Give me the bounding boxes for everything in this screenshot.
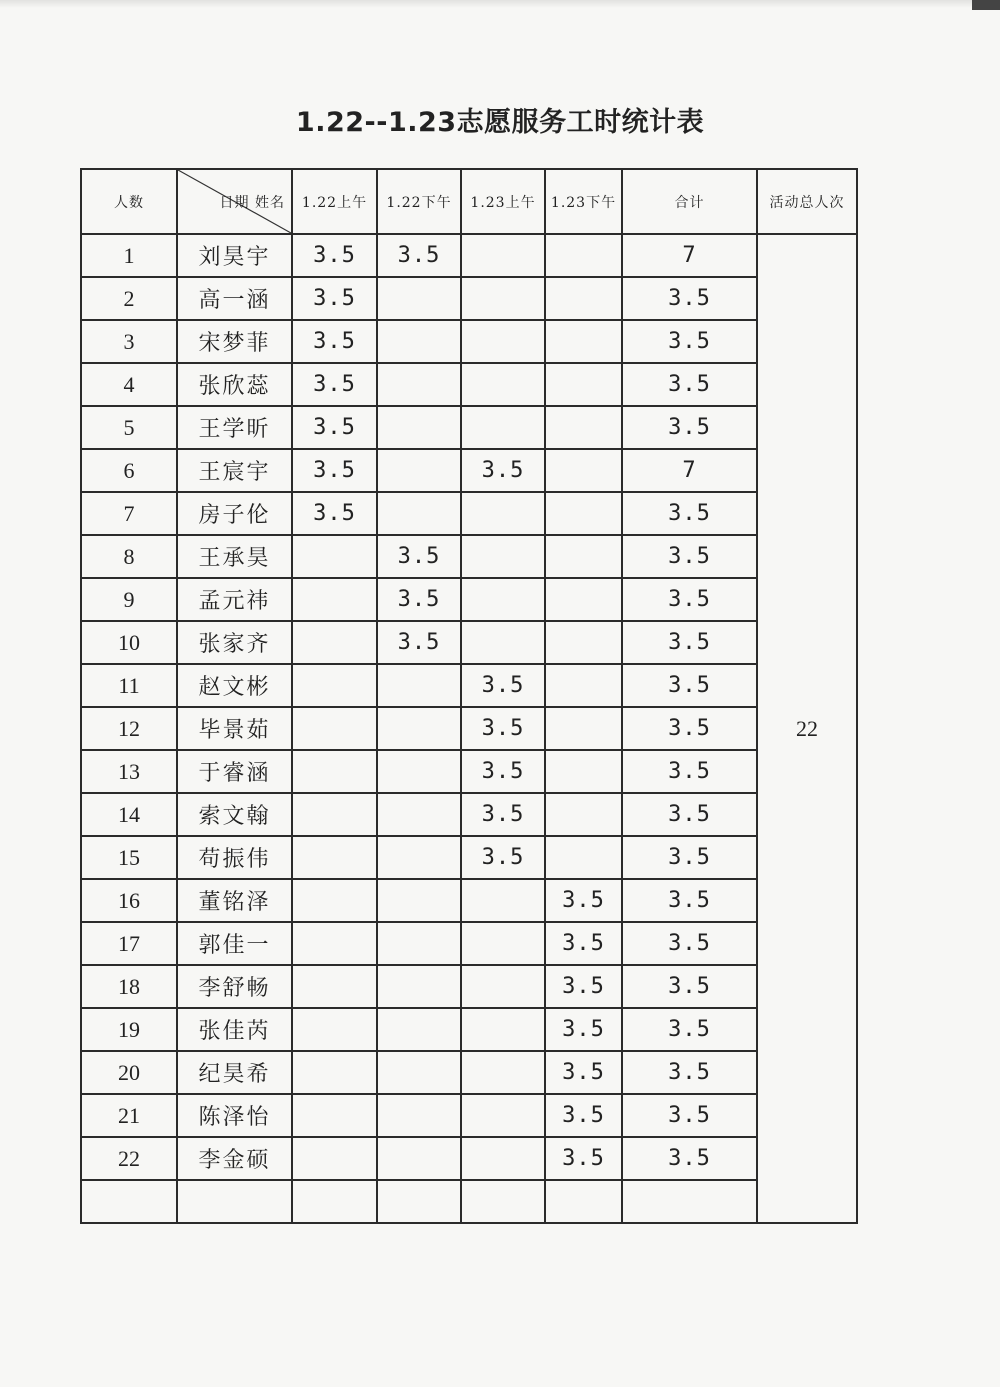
row-total: 3.5 — [622, 363, 757, 406]
hours-0122-pm — [377, 965, 461, 1008]
table-row — [81, 1051, 857, 1094]
header-row — [81, 169, 857, 234]
hours-0123-pm: 3.5 — [545, 1051, 622, 1094]
activity-total-value: 22 — [757, 234, 857, 1223]
hours-0122-am: 3.5 — [292, 234, 377, 277]
hours-0122-pm — [377, 664, 461, 707]
hours-0122-pm — [377, 793, 461, 836]
volunteer-name: 房子伦 — [177, 492, 292, 535]
empty-cell — [292, 1180, 377, 1223]
scan-mark — [972, 0, 1000, 10]
hours-0122-pm — [377, 449, 461, 492]
volunteer-name: 刘昊宇 — [177, 234, 292, 277]
hours-0123-am — [461, 1137, 545, 1180]
table-row — [81, 406, 857, 449]
hours-0123-am — [461, 1051, 545, 1094]
hours-0122-pm: 3.5 — [377, 621, 461, 664]
row-total: 7 — [622, 234, 757, 277]
table-row — [81, 621, 857, 664]
volunteer-name: 王宸宇 — [177, 449, 292, 492]
header-session-0122-pm: 1.22下午 — [377, 169, 461, 234]
hours-0123-am — [461, 879, 545, 922]
hours-0123-am — [461, 277, 545, 320]
empty-cell — [377, 1180, 461, 1223]
hours-0122-am — [292, 750, 377, 793]
page-title: 1.22--1.23志愿服务工时统计表 — [295, 107, 705, 138]
row-number: 10 — [81, 621, 177, 664]
hours-0122-am — [292, 1137, 377, 1180]
row-number: 4 — [81, 363, 177, 406]
hours-0122-am: 3.5 — [292, 449, 377, 492]
table-row — [81, 793, 857, 836]
volunteer-name: 陈泽怡 — [177, 1094, 292, 1137]
row-number: 7 — [81, 492, 177, 535]
hours-0122-am — [292, 578, 377, 621]
row-total: 3.5 — [622, 1008, 757, 1051]
header-count: 人数 — [81, 169, 177, 234]
hours-0122-pm — [377, 922, 461, 965]
hours-0123-am — [461, 1094, 545, 1137]
hours-0122-pm — [377, 836, 461, 879]
volunteer-name: 王学昕 — [177, 406, 292, 449]
hours-0122-pm — [377, 707, 461, 750]
volunteer-name: 李金硕 — [177, 1137, 292, 1180]
hours-0122-pm — [377, 1137, 461, 1180]
row-total: 3.5 — [622, 535, 757, 578]
header-activity-total: 活动总人次 — [757, 169, 857, 234]
row-number: 5 — [81, 406, 177, 449]
hours-0123-am — [461, 320, 545, 363]
row-total: 7 — [622, 449, 757, 492]
volunteer-name: 郭佳一 — [177, 922, 292, 965]
hours-0123-pm: 3.5 — [545, 1008, 622, 1051]
row-number: 14 — [81, 793, 177, 836]
hours-0123-pm — [545, 621, 622, 664]
table-row — [81, 535, 857, 578]
row-number: 21 — [81, 1094, 177, 1137]
hours-0123-pm — [545, 578, 622, 621]
hours-0123-pm — [545, 277, 622, 320]
hours-0122-am: 3.5 — [292, 320, 377, 363]
table-row — [81, 1008, 857, 1051]
row-number: 11 — [81, 664, 177, 707]
table-row — [81, 320, 857, 363]
table-row — [81, 449, 857, 492]
hours-0122-pm — [377, 1008, 461, 1051]
volunteer-hours-table — [80, 168, 858, 1224]
row-number: 6 — [81, 449, 177, 492]
hours-0123-am — [461, 492, 545, 535]
volunteer-name: 孟元祎 — [177, 578, 292, 621]
hours-0122-pm — [377, 363, 461, 406]
hours-0123-pm — [545, 320, 622, 363]
hours-0122-am — [292, 793, 377, 836]
row-total: 3.5 — [622, 879, 757, 922]
hours-0123-am: 3.5 — [461, 449, 545, 492]
header-session-0123-pm: 1.23下午 — [545, 169, 622, 234]
table-row — [81, 578, 857, 621]
hours-0123-am: 3.5 — [461, 836, 545, 879]
hours-0122-pm: 3.5 — [377, 535, 461, 578]
empty-cell — [622, 1180, 757, 1223]
header-date-name-label: 日期 姓名 — [219, 195, 285, 211]
volunteer-name: 索文翰 — [177, 793, 292, 836]
hours-0122-am — [292, 664, 377, 707]
hours-0122-am — [292, 836, 377, 879]
volunteer-name: 苟振伟 — [177, 836, 292, 879]
row-total: 3.5 — [622, 406, 757, 449]
volunteer-name: 纪昊希 — [177, 1051, 292, 1094]
hours-0123-pm — [545, 535, 622, 578]
hours-0123-pm — [545, 664, 622, 707]
volunteer-name: 赵文彬 — [177, 664, 292, 707]
row-number: 12 — [81, 707, 177, 750]
row-total: 3.5 — [622, 1137, 757, 1180]
hours-0123-am: 3.5 — [461, 664, 545, 707]
hours-0123-pm: 3.5 — [545, 879, 622, 922]
row-total: 3.5 — [622, 793, 757, 836]
hours-0122-am — [292, 965, 377, 1008]
hours-0123-am — [461, 578, 545, 621]
hours-0123-pm — [545, 406, 622, 449]
table-row — [81, 879, 857, 922]
table-row — [81, 836, 857, 879]
scan-top-edge — [0, 0, 1000, 8]
hours-0123-pm: 3.5 — [545, 1094, 622, 1137]
hours-0122-pm — [377, 492, 461, 535]
hours-0123-am — [461, 922, 545, 965]
header-session-0123-am: 1.23上午 — [461, 169, 545, 234]
volunteer-name: 王承昊 — [177, 535, 292, 578]
hours-0123-am — [461, 1008, 545, 1051]
volunteer-name: 高一涵 — [177, 277, 292, 320]
table-row — [81, 922, 857, 965]
row-number: 17 — [81, 922, 177, 965]
table-row — [81, 965, 857, 1008]
hours-0122-pm — [377, 1094, 461, 1137]
hours-0123-am — [461, 621, 545, 664]
volunteer-name: 张佳芮 — [177, 1008, 292, 1051]
row-number: 2 — [81, 277, 177, 320]
hours-0122-am — [292, 1051, 377, 1094]
row-total: 3.5 — [622, 922, 757, 965]
hours-0122-pm — [377, 320, 461, 363]
row-total: 3.5 — [622, 1094, 757, 1137]
hours-0122-am: 3.5 — [292, 492, 377, 535]
hours-0122-am — [292, 922, 377, 965]
hours-0122-am — [292, 621, 377, 664]
table-row — [81, 277, 857, 320]
row-number: 18 — [81, 965, 177, 1008]
row-number: 19 — [81, 1008, 177, 1051]
header-date-name — [177, 169, 292, 234]
hours-0123-pm — [545, 836, 622, 879]
hours-0123-pm — [545, 750, 622, 793]
hours-0122-pm: 3.5 — [377, 578, 461, 621]
volunteer-name: 张欣蕊 — [177, 363, 292, 406]
row-total: 3.5 — [622, 277, 757, 320]
hours-0123-pm — [545, 793, 622, 836]
row-number: 1 — [81, 234, 177, 277]
hours-0122-pm — [377, 750, 461, 793]
hours-0123-am — [461, 965, 545, 1008]
empty-cell — [461, 1180, 545, 1223]
volunteer-name: 于睿涵 — [177, 750, 292, 793]
hours-0122-pm — [377, 406, 461, 449]
hours-0123-am — [461, 234, 545, 277]
hours-0123-pm: 3.5 — [545, 965, 622, 1008]
row-total: 3.5 — [622, 621, 757, 664]
hours-0122-am — [292, 879, 377, 922]
hours-0123-pm — [545, 234, 622, 277]
hours-0123-am — [461, 363, 545, 406]
empty-cell — [177, 1180, 292, 1223]
row-total: 3.5 — [622, 492, 757, 535]
row-total: 3.5 — [622, 320, 757, 363]
volunteer-name: 张家齐 — [177, 621, 292, 664]
header-total: 合计 — [622, 169, 757, 234]
row-number: 20 — [81, 1051, 177, 1094]
row-number: 3 — [81, 320, 177, 363]
hours-0122-pm — [377, 277, 461, 320]
table-row-empty — [81, 1180, 857, 1223]
hours-0122-am: 3.5 — [292, 277, 377, 320]
row-total: 3.5 — [622, 1051, 757, 1094]
empty-cell — [545, 1180, 622, 1223]
hours-0123-pm — [545, 707, 622, 750]
row-total: 3.5 — [622, 707, 757, 750]
row-total: 3.5 — [622, 836, 757, 879]
hours-0122-pm — [377, 1051, 461, 1094]
hours-0123-am — [461, 406, 545, 449]
hours-0122-am — [292, 707, 377, 750]
hours-0123-am: 3.5 — [461, 707, 545, 750]
hours-0123-pm: 3.5 — [545, 1137, 622, 1180]
hours-0123-pm — [545, 492, 622, 535]
hours-0122-am — [292, 1008, 377, 1051]
row-number: 9 — [81, 578, 177, 621]
hours-0122-am — [292, 1094, 377, 1137]
empty-cell — [81, 1180, 177, 1223]
row-number: 8 — [81, 535, 177, 578]
row-total: 3.5 — [622, 750, 757, 793]
row-number: 16 — [81, 879, 177, 922]
row-number: 13 — [81, 750, 177, 793]
table-row — [81, 1094, 857, 1137]
hours-0123-am — [461, 535, 545, 578]
volunteer-name: 李舒畅 — [177, 965, 292, 1008]
table-body — [81, 234, 857, 1223]
hours-0122-am: 3.5 — [292, 363, 377, 406]
table-row — [81, 707, 857, 750]
row-total: 3.5 — [622, 965, 757, 1008]
row-total: 3.5 — [622, 578, 757, 621]
table-row — [81, 492, 857, 535]
hours-0123-am: 3.5 — [461, 750, 545, 793]
hours-0122-pm — [377, 879, 461, 922]
row-total: 3.5 — [622, 664, 757, 707]
hours-0123-pm: 3.5 — [545, 922, 622, 965]
header-session-0122-am: 1.22上午 — [292, 169, 377, 234]
table-row — [81, 363, 857, 406]
hours-0122-pm: 3.5 — [377, 234, 461, 277]
hours-0123-pm — [545, 363, 622, 406]
volunteer-name: 宋梦菲 — [177, 320, 292, 363]
hours-0122-am: 3.5 — [292, 406, 377, 449]
volunteer-name: 董铭泽 — [177, 879, 292, 922]
row-number: 22 — [81, 1137, 177, 1180]
hours-0122-am — [292, 535, 377, 578]
table-row — [81, 1137, 857, 1180]
row-number: 15 — [81, 836, 177, 879]
hours-0123-am: 3.5 — [461, 793, 545, 836]
table-row — [81, 664, 857, 707]
table-row — [81, 234, 857, 277]
table-row — [81, 750, 857, 793]
volunteer-name: 毕景茹 — [177, 707, 292, 750]
hours-0123-pm — [545, 449, 622, 492]
